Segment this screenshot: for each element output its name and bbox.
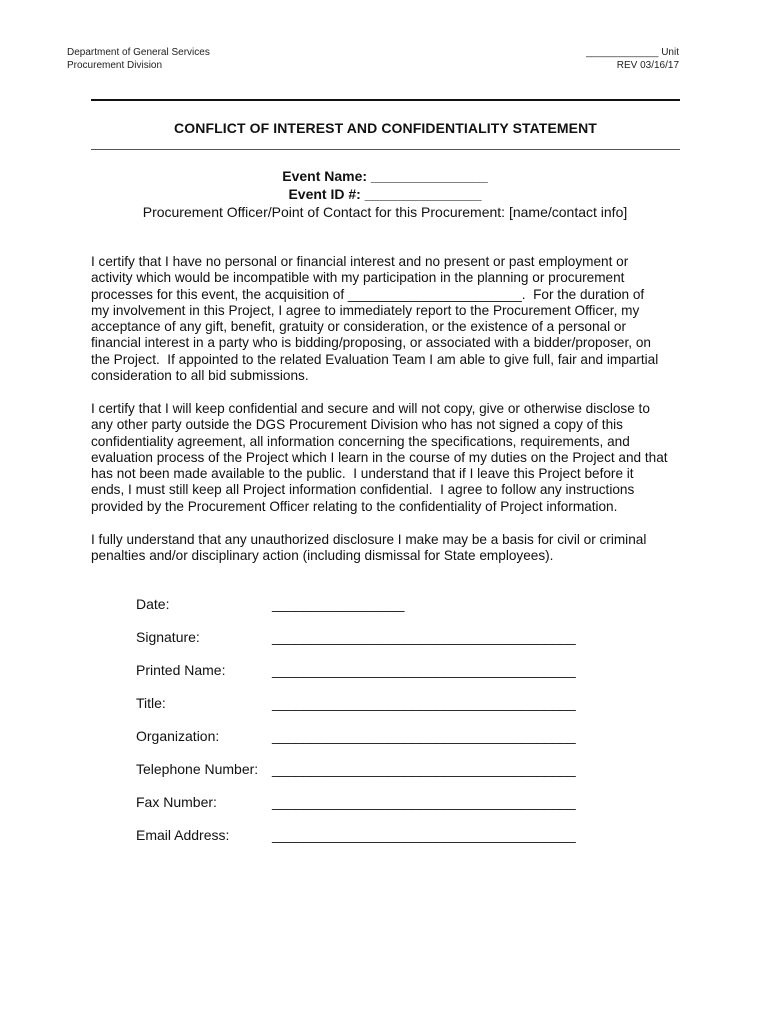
- paragraph-line: activity which would be incompatible with my participation in the planning or procurement: [91, 270, 625, 286]
- paragraph-line: evaluation process of the Project which I learn in the course of my duties on the Project and that: [91, 449, 668, 465]
- paragraph-line: acceptance of any gift, benefit, gratuity or consideration, or the existence of a personal or: [91, 319, 627, 335]
- title-row: [136, 695, 606, 728]
- fax-field[interactable]: _______________________________________: [272, 794, 576, 810]
- title-field[interactable]: _______________________________________: [272, 695, 576, 711]
- header-right: [586, 47, 679, 72]
- email-field[interactable]: _______________________________________: [272, 827, 576, 843]
- email-label: Email Address:: [136, 827, 230, 843]
- department-name: Department of General Services: [67, 47, 210, 58]
- event-id-line: Event ID #: _______________: [288, 186, 482, 202]
- email-row: [136, 827, 606, 860]
- signature-fields: [136, 596, 606, 860]
- signature-row: [136, 629, 606, 662]
- printed-name-field[interactable]: _______________________________________: [272, 662, 576, 678]
- division-name: Procurement Division: [67, 59, 163, 71]
- document-title: CONFLICT OF INTEREST AND CONFIDENTIALITY STATEMENT: [174, 120, 597, 136]
- revision-date: REV 03/16/17: [616, 59, 679, 71]
- paragraph-line: I certify that I have no personal or financial interest and no present or past employment or: [91, 254, 629, 269]
- organization-row: [136, 728, 606, 761]
- printed-name-label: Printed Name:: [136, 662, 226, 678]
- confidentiality-paragraph: [91, 401, 691, 515]
- certification-paragraph: [91, 254, 691, 384]
- paragraph-line: any other party outside the DGS Procurement Division who has not signed a copy of this: [91, 417, 623, 433]
- paragraph-line: ends, I must still keep all Project information confidential. I agree to follow any instructions: [91, 482, 635, 498]
- paragraph-line: consideration to all bid submissions.: [91, 368, 309, 384]
- paragraph-line: penalties and/or disciplinary action (including dismissal for State employees).: [91, 548, 554, 564]
- telephone-field[interactable]: _______________________________________: [272, 761, 576, 777]
- paragraph-line: confidentiality agreement, all information concerning the specifications, requirements, and: [91, 433, 630, 449]
- paragraph-line: has not been made available to the public. I understand that if I leave this Project before it: [91, 466, 634, 482]
- event-name-line: Event Name: _______________: [282, 168, 488, 184]
- signature-label: Signature:: [136, 629, 200, 645]
- telephone-row: [136, 761, 606, 794]
- unit-field: _____________ Unit: [586, 47, 679, 58]
- signature-field[interactable]: _______________________________________: [272, 629, 576, 645]
- disclosure-paragraph: [91, 532, 691, 565]
- organization-label: Organization:: [136, 728, 220, 744]
- title-divider: [91, 149, 680, 150]
- event-info: [60, 167, 710, 221]
- fax-row: [136, 794, 606, 827]
- fax-label: Fax Number:: [136, 794, 217, 810]
- paragraph-line: processes for this event, the acquisition of _______________________. For the duration of: [91, 286, 645, 302]
- paragraph-line: my involvement in this Project, I agree to immediately report to the Procurement Officer, my: [91, 302, 640, 318]
- header-left: [67, 47, 210, 72]
- paragraph-line: I certify that I will keep confidential and secure and will not copy, give or otherwise disclose to: [91, 401, 650, 416]
- organization-field[interactable]: _______________________________________: [272, 728, 576, 744]
- point-of-contact-line: Procurement Officer/Point of Contact for this Procurement: [name/contact info]: [142, 204, 628, 220]
- title-label: Title:: [136, 695, 166, 711]
- top-divider: [91, 99, 680, 101]
- date-row: [136, 596, 606, 629]
- paragraph-line: provided by the Procurement Officer relating to the confidentiality of Project information.: [91, 498, 618, 514]
- date-field[interactable]: _________________: [272, 596, 405, 612]
- paragraph-line: the Project. If appointed to the related Evaluation Team I am able to give full, fair and impartial: [91, 351, 659, 367]
- telephone-label: Telephone Number:: [136, 761, 259, 777]
- paragraph-line: I fully understand that any unauthorized disclosure I make may be a basis for civil or criminal: [91, 532, 647, 547]
- printed-name-row: [136, 662, 606, 695]
- paragraph-line: financial interest in a party who is bidding/proposing, or associated with a bidder/proposer, on: [91, 335, 651, 351]
- date-label: Date:: [136, 596, 170, 612]
